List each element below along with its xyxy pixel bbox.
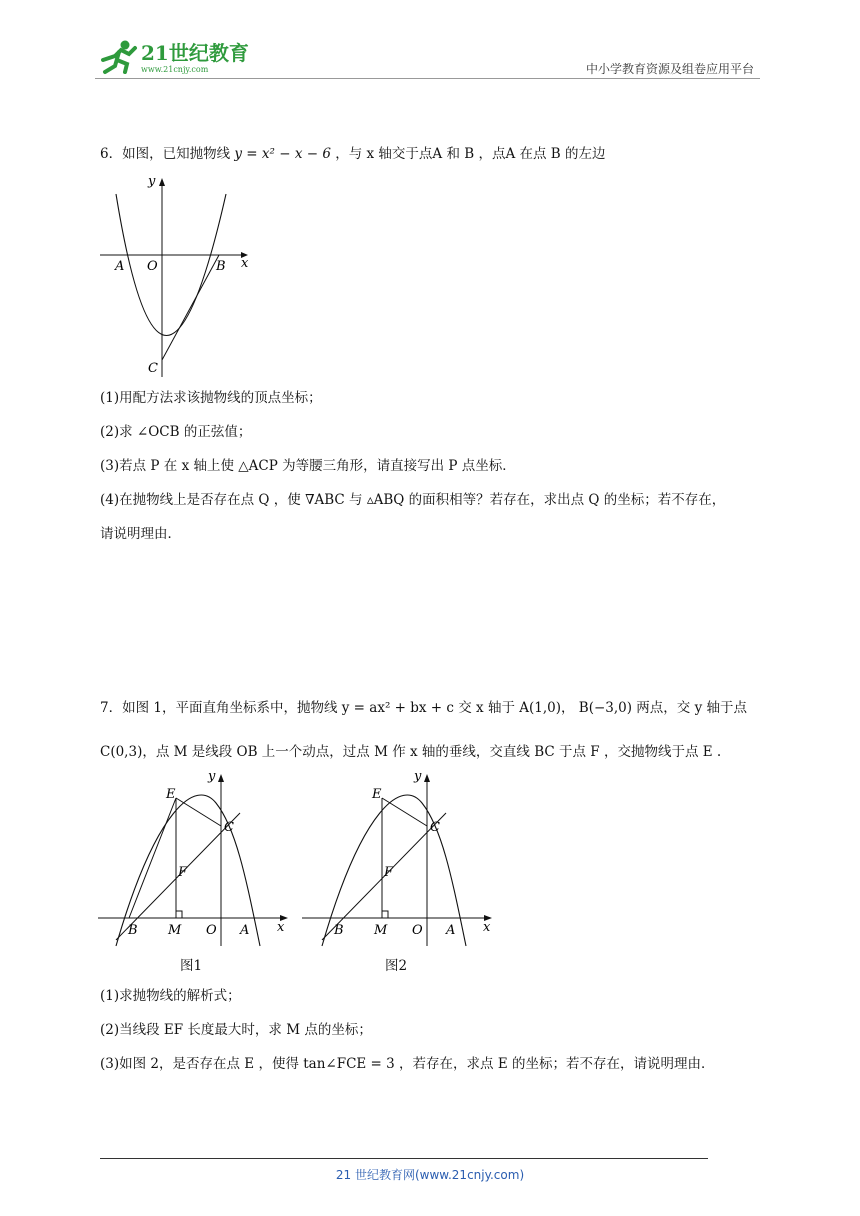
q7f2-label-x: x (483, 920, 491, 935)
q7f1-label-m: M (168, 923, 182, 938)
logo-text: 21世纪教育 (141, 41, 249, 65)
q7f1-parabola (116, 795, 260, 946)
q7-part-2: (2)当线段 EF 长度最大时，求 M 点的坐标； (100, 1022, 372, 1038)
q7f2-parabola (322, 795, 466, 946)
q7f1-label-x: x (277, 920, 285, 935)
footer-divider (100, 1158, 708, 1159)
q7f2-label-y: y (414, 769, 422, 784)
q7-caption-2: 图2 (385, 958, 408, 974)
q7-stem-line2: C(0,3)，点 M 是线段 OB 上一个动点，过点 M 作 x 轴的垂线，交直线 BC 于点 F ，交抛物线于点 E . (100, 744, 722, 760)
q7-stem-line1: 7．如图 1，平面直角坐标系中，抛物线 y = ax² + bx + c 交 x 轴于 A(1,0)， B(−3,0) 两点，交 y 轴于点 (100, 700, 748, 716)
q7f1-right-angle (176, 911, 182, 918)
q7f1-label-o: O (206, 923, 217, 938)
q7-figure-1 (96, 768, 292, 948)
q6-parabola (116, 194, 226, 336)
q6-part-2: (2)求 ∠OCB 的正弦值； (100, 424, 252, 440)
q7-caption-1: 图1 (180, 958, 203, 974)
q6-label-o: O (147, 259, 158, 274)
q6-label-b: B (216, 259, 226, 274)
q6-stem (100, 144, 606, 164)
logo-url: www.21cnjy.com (141, 65, 209, 74)
q6-part-4: (4)在抛物线上是否存在点 Q ，使 ∇ABC 与 ▵ABQ 的面积相等？若存在，求出点 Q 的坐标；若不存在， (100, 492, 726, 508)
q7f1-label-a: A (240, 923, 250, 938)
q6-stem-prefix: 6．如图，已知抛物线 (100, 146, 231, 162)
footer-link[interactable]: 21 世纪教育网(www.21cnjy.com) (335, 1168, 525, 1182)
q6-figure (98, 172, 258, 378)
q7f2-label-b: B (334, 923, 344, 938)
q6-label-a: A (115, 259, 125, 274)
q7f2-label-e: E (372, 787, 382, 802)
q6-stem-suffix: ，与 x 轴交于点A 和 B ，点A 在点 B 的左边 (335, 146, 606, 162)
q7-part-3: (3)如图 2，是否存在点 E ，使得 tan∠FCE = 3 ，若存在，求点 E 的坐标；若不存在，请说明理由． (100, 1056, 715, 1072)
header-divider (95, 78, 760, 79)
q7f1-segment-eb (129, 798, 176, 918)
q7f1-y-arrow-icon (218, 774, 224, 782)
q6-label-c: C (148, 361, 158, 376)
q7f2-segment-ec (382, 798, 427, 826)
q7f1-label-b: B (128, 923, 138, 938)
q6-part-1: (1)用配方法求该抛物线的顶点坐标； (100, 390, 322, 406)
q7f2-y-arrow-icon (424, 774, 430, 782)
q6-equation: y = x² − x − 6 (234, 146, 331, 162)
site-logo (95, 36, 260, 76)
q7f2-label-a: A (446, 923, 456, 938)
q7f1-label-c: C (224, 820, 234, 835)
q6-part-4-cont: 请说明理由． (100, 526, 181, 542)
q7f1-label-f: F (178, 865, 188, 880)
q7-part-1: (1)求抛物线的解析式； (100, 988, 241, 1004)
q7f1-label-y: y (208, 769, 216, 784)
q7-figure-2 (300, 768, 496, 948)
q6-label-x: x (241, 256, 249, 271)
q6-label-y: y (148, 174, 156, 189)
q7f2-right-angle (382, 911, 388, 918)
platform-title: 中小学教育资源及组卷应用平台 (585, 62, 754, 76)
q7f2-label-c: C (430, 820, 440, 835)
q7f1-label-e: E (166, 787, 176, 802)
q7f2-label-m: M (374, 923, 388, 938)
q7f1-segment-ec (176, 798, 221, 826)
q7f2-label-o: O (412, 923, 423, 938)
q6-part-3: (3)若点 P 在 x 轴上使 △ACP 为等腰三角形，请直接写出 P 点坐标． (100, 458, 516, 474)
runner-logo-icon (95, 36, 260, 76)
q7f2-label-f: F (384, 865, 394, 880)
q6-y-arrow-icon (159, 178, 165, 186)
q6-segment-cb (162, 255, 219, 360)
